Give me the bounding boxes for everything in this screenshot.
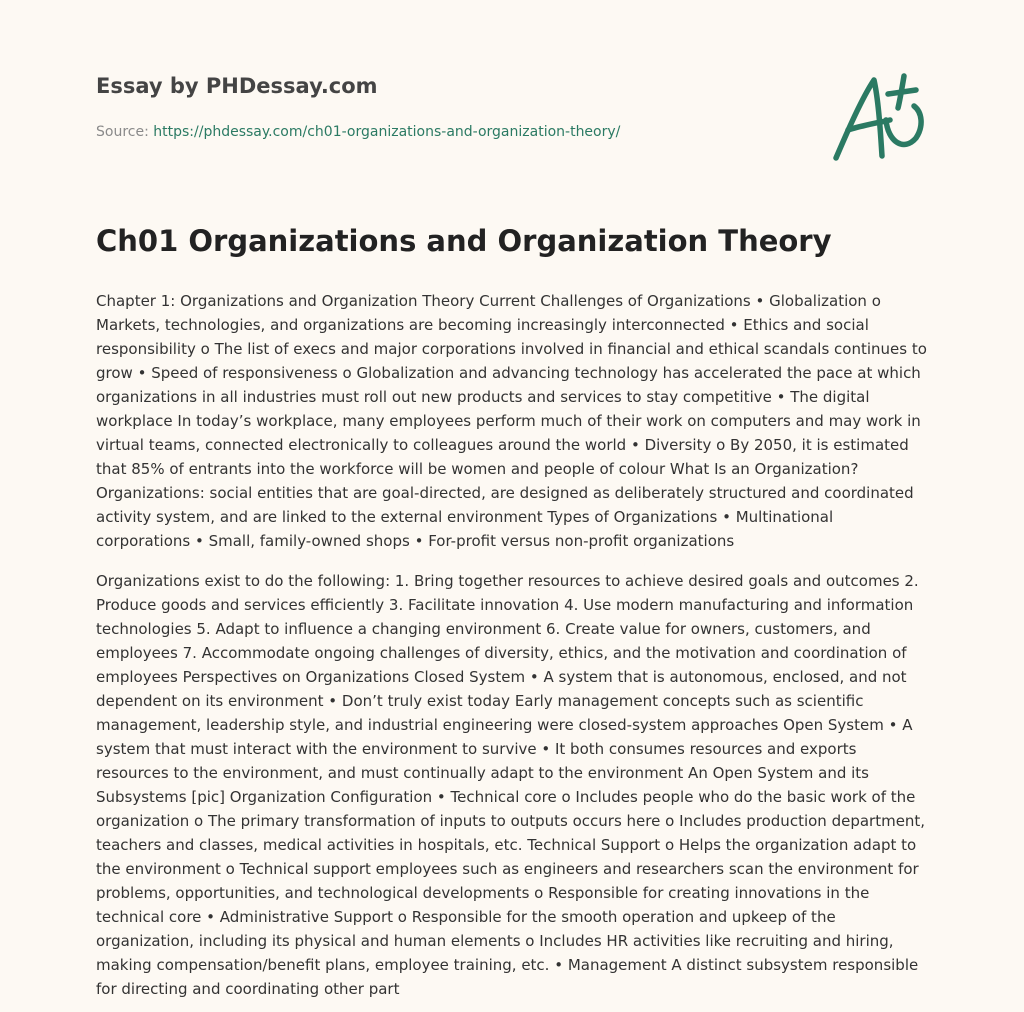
paragraph-2: Organizations exist to do the following: 1. Bring together resources to achieve desired goals and outcomes 2. Produce goods and services efficiently 3. Facilitate innovation 4. Use modern manufacturing and information technologies 5. Adapt to influence a changing environment 6. Create value for owners, customers, and employees 7. Accommodate ongoing challenges of diversity, ethics, and the motivation and coordination of employees Perspectives on Organizations Closed System • A system that is autonomous, enclosed, and not dependent on its environment • Don’t truly exist today Early management concepts such as scientific management, leadership style, and industrial engineering were closed-system approaches Open System • A system that must interact with the environment to survive • It both consumes resources and exports resources to the environment, and must continually adapt to the environment An Open System and its Subsystems [pic] Organization Configuration • Technical core o Includes people who do the basic work of the organization o The primary transformation of inputs to outputs occurs here o Includes production department, teachers and classes, medical activities in hospitals, etc. Technical Support o Helps the organization adapt to the environment o Technical support employees such as engineers and researchers scan the environment for problems, opportunities, and technological developments o Responsible for creating innovations in the technical core • Administrative Support o Responsible for the smooth operation and upkeep of the organization, including its physical and human elements o Includes HR activities like recruiting and hiring, making compensation/benefit plans, employee training, etc. • Management A distinct subsystem responsible for directing and coordinating other part [96, 571, 926, 998]
paragraph-1: Chapter 1: Organizations and Organization Theory Current Challenges of Organizations • Globalization o Markets, technologies, and organizations are becoming increasingly interconnected • Ethics and social responsibility o The list of execs and major corporations involved in financial and ethical scandals continues to grow • Speed of responsiveness o Globalization and advancing technology has accelerated the pace at which organizations in all industries must roll out new products and services to stay competitive • The digital workplace In today’s workplace, many employees perform much of their work on computers and may work in virtual teams, connected electronically to colleagues around the world • Diversity o By 2050, it is estimated that 85% of entrants into the workforce will be women and people of colour What Is an Organization? Organizations: social entities that are goal-directed, are designed as deliberately structured and coordinated activity system, and are linked to the external environment Types of Organizations • Multinational corporations • Small, family-owned shops • For-profit versus non-profit organizations [96, 291, 927, 550]
source-link[interactable]: https://phdessay.com/ch01-organizations-and-organization-theory/ [153, 124, 621, 140]
document-title: Ch01 Organizations and Organization Theory [96, 224, 832, 258]
source-label: Source: [96, 124, 154, 140]
header [96, 0, 928, 200]
brand-name: Essay by PHDessay.com [96, 74, 378, 98]
a-plus-logo-icon [828, 68, 932, 164]
source-line [96, 124, 620, 140]
